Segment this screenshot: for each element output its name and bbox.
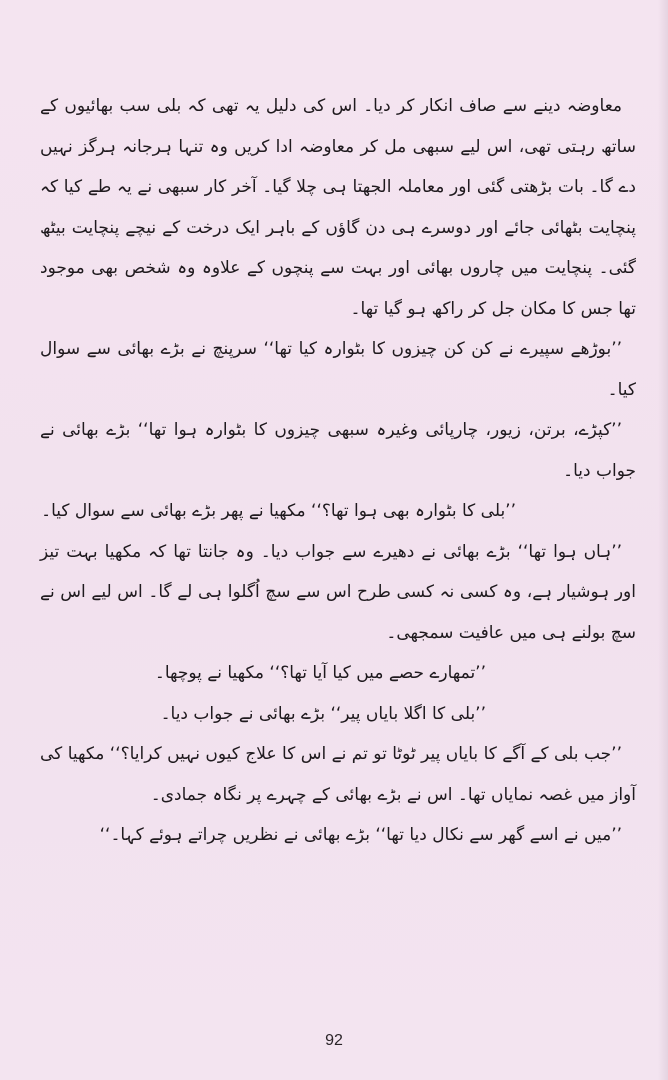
paragraph-2: ’’بوڑھے سپیرے نے کن کن چیزوں کا بٹوارہ کیا تھا‘‘ سرپنچ نے بڑے بھائی سے سوال کیا۔ — [40, 339, 636, 400]
page-body-text — [40, 86, 636, 856]
paragraph-9: ’’میں نے اسے گھر سے نکال دیا تھا‘‘ بڑے بھائی نے نظریں چراتے ہوئے کہا۔‘‘ — [99, 825, 622, 845]
page-number: 92 — [325, 1032, 343, 1049]
paragraph-5: ’’ہاں ہوا تھا‘‘ بڑے بھائی نے دھیرے سے جواب دیا۔ وہ جانتا تھا کہ مکھیا بہت تیز اور ہوشیار ہے، وہ کسی نہ کسی طرح اس سے سچ اُگلوا ہی لے گا۔ اس لیے اس نے سچ بولنے ہی میں عافیت سمجھی۔ — [40, 541, 636, 643]
paragraph-1: معاوضہ دینے سے صاف انکار کر دیا۔ اس کی دلیل یہ تھی کہ بلی سب بھائیوں کے ساتھ رہتی تھی، اس لیے سبھی مل کر معاوضہ ادا کریں وہ تنہا ہرجانہ ہرگز نہیں دے گا۔ بات بڑھتی گئی اور معاملہ الجھتا ہی چلا گیا۔ آخر کار سبھی نے یہ طے کیا کہ پنچایت بٹھائی جائے اور دوسرے ہی دن گاؤں کے باہر ایک درخت کے نیچے پنچایت بیٹھ گئی۔ پنچایت میں چاروں بھائی اور بہت سے پنچوں کے علاوہ وہ شخص بھی موجود تھا جس کا مکان جل کر راکھ ہو گیا تھا۔ — [40, 96, 636, 319]
page-edge-shadow — [658, 0, 668, 1080]
paragraph-8: ’’جب بلی کے آگے کا بایاں پیر ٹوٹا تو تم نے اس کا علاج کیوں نہیں کرایا؟‘‘ مکھیا کی آواز میں غصہ نمایاں تھا۔ اس نے بڑے بھائی کے چہرے پر نگاہ جمادی۔ — [40, 744, 636, 805]
paragraph-6: ’’تمھارے حصے میں کیا آیا تھا؟‘‘ مکھیا نے پوچھا۔ — [154, 663, 486, 683]
paragraph-4: ’’بلی کا بٹوارہ بھی ہوا تھا؟‘‘ مکھیا نے پھر بڑے بھائی سے سوال کیا۔ — [41, 501, 516, 521]
paragraph-7: ’’بلی کا اگلا بایاں پیر‘‘ بڑے بھائی نے جواب دیا۔ — [160, 703, 486, 724]
paragraph-3: ’’کپڑے، برتن، زیور، چارپائی وغیرہ سبھی چیزوں کا بٹوارہ ہوا تھا‘‘ بڑے بھائی نے جواب دیا۔ — [40, 420, 636, 481]
